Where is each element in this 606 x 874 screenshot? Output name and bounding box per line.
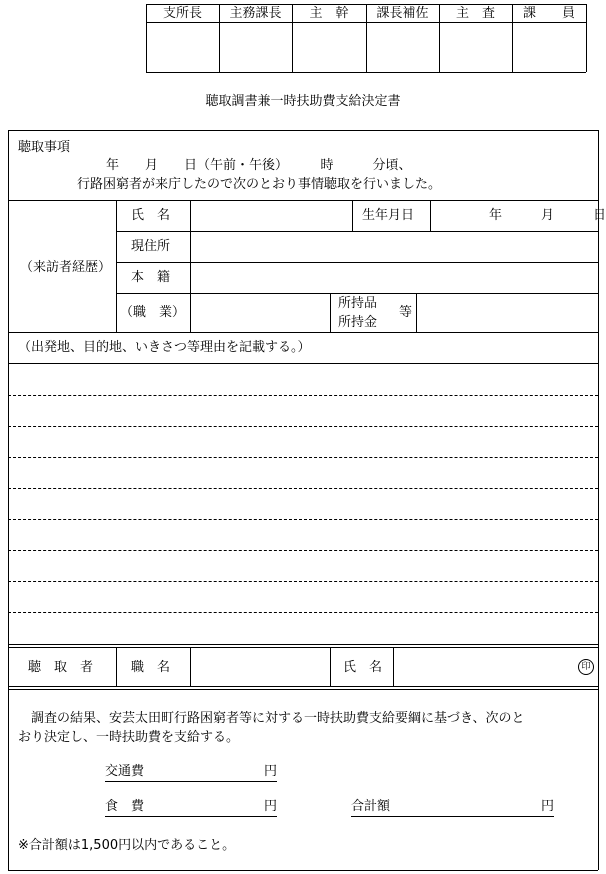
page-title: 聴取調書兼一時扶助費支給決定書 <box>205 94 401 109</box>
decision-text-line2: おり決定し、一時扶助費を支給する。 <box>18 730 240 745</box>
food-fee-label: 食 費 <box>105 799 145 814</box>
interviewer-name-label: 氏 名 <box>343 660 383 675</box>
interviewer-position-field[interactable] <box>191 648 329 685</box>
total-limit-note: ※合計額は1,500円以内であること。 <box>18 838 236 853</box>
visitor-belongings-field[interactable] <box>417 294 597 331</box>
approval-header-senior-staff: 主 査 <box>455 6 495 21</box>
interviewer-name-field[interactable] <box>394 648 597 685</box>
transport-fee-label: 交通費 <box>105 764 145 779</box>
food-fee-yen: 円 <box>263 799 277 814</box>
seal-icon: 印 <box>578 659 594 675</box>
approval-header-section-head: 主務課長 <box>229 6 282 21</box>
interviewer-position-label: 職 名 <box>131 660 171 675</box>
visitor-money-label: 所持金 <box>338 315 378 330</box>
transport-fee-yen: 円 <box>263 764 277 779</box>
visitor-birthdate-field[interactable]: 年 月 日 <box>489 208 606 223</box>
visitor-name-label: 氏 名 <box>131 208 171 223</box>
visitor-address-label: 現住所 <box>131 239 171 254</box>
visitor-birthdate-label: 生年月日 <box>362 208 415 223</box>
approval-header-branch-chief: 支所長 <box>162 6 202 21</box>
visitor-occupation-field[interactable] <box>191 294 329 331</box>
total-amount-yen: 円 <box>540 799 554 814</box>
total-amount-field[interactable] <box>351 800 554 817</box>
interviewer-label: 聴 取 者 <box>28 660 94 675</box>
transport-fee-field[interactable] <box>105 765 277 782</box>
visitor-domicile-label: 本 籍 <box>131 270 171 285</box>
visitor-occupation-label: （職 業） <box>120 305 186 320</box>
hearing-statement-line: 行路困窮者が来庁したので次のとおり事情聴取を行いました。 <box>77 177 442 192</box>
visitor-address-field[interactable] <box>191 232 597 261</box>
hearing-datetime-line: 年 月 日（午前・午後） 時 分頃、 <box>106 158 412 173</box>
visitor-belongings-label: 所持品 <box>338 296 378 311</box>
approval-header-chief: 主 幹 <box>309 6 349 21</box>
approval-header-staff: 課 員 <box>522 6 575 21</box>
total-amount-label: 合計額 <box>351 799 391 814</box>
visitor-section-label: （来訪者経歴） <box>20 260 112 275</box>
hearing-heading: 聴取事項 <box>18 140 71 155</box>
food-fee-field[interactable] <box>105 800 277 817</box>
reason-instruction: （出発地、目的地、いきさつ等理由を記載する。） <box>18 340 311 355</box>
approval-header-assistant-head: 課長補佐 <box>376 6 429 21</box>
visitor-domicile-field[interactable] <box>191 263 597 292</box>
decision-text-line1: 調査の結果、安芸太田町行路困窮者等に対する一時扶助費支給要綱に基づき、次のと <box>31 711 525 726</box>
visitor-name-field[interactable] <box>191 201 351 230</box>
visitor-belongings-suffix: 等 <box>399 305 413 320</box>
